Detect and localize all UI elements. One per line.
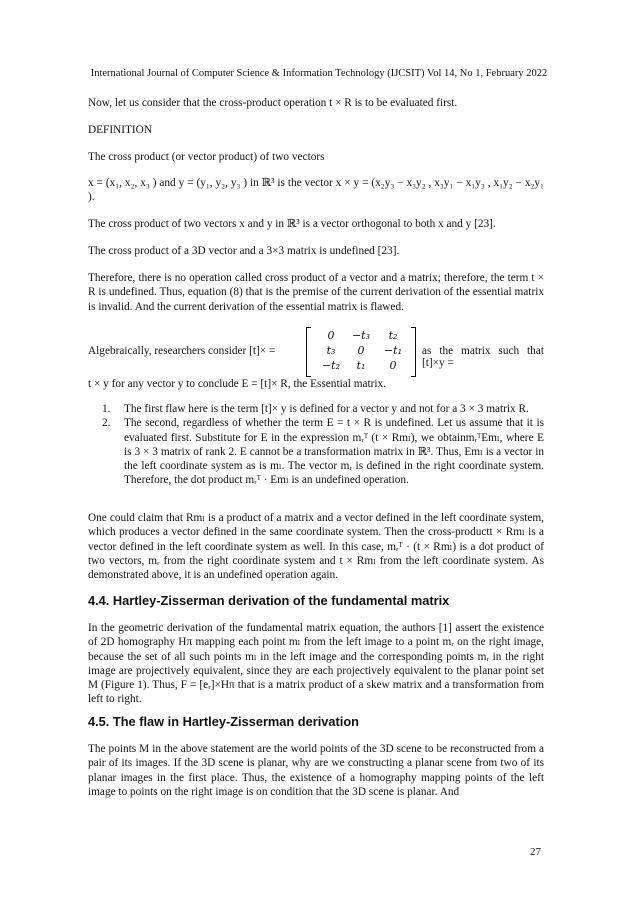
list-text: The first flaw here is the term [t]× y is defined for a vector y and not for a 3 × 3 matrix R. bbox=[124, 403, 529, 415]
therefore-paragraph: Therefore, there is no operation called cross product of a vector and a matrix; therefore, the term t × R is undefined. Thus, equation (8) that is the premise of the current derivation of the essential matrix is invalid. And the current derivation of the essential matrix is flawed. bbox=[88, 272, 544, 313]
definition-label: DEFINITION bbox=[88, 124, 153, 136]
running-head: International Journal of Computer Science & Information Technology (IJCSIT) Vol 14, No 1, February 2022 bbox=[90, 68, 548, 79]
list-item bbox=[88, 416, 544, 487]
algebra-right-text: as the matrix such that [t]×y = bbox=[422, 345, 544, 369]
section-heading-4-4: 4.4. Hartley-Zisserman derivation of the fundamental matrix bbox=[88, 593, 450, 608]
definition-text-4: The cross product of a 3D vector and a 3×3 matrix is undefined [23]. bbox=[88, 245, 400, 257]
matrix-cell: −t₂ bbox=[321, 359, 341, 372]
claim-paragraph: One could claim that Rmₗ is a product of a matrix and a vector defined in the left coordinate system, which produces a vector defined in the same coordinate system. Then the cross-productt × Rmₗ is a vector defined in the left coordinate system as well. In this case, mᵣᵀ · (t × Rmₗ) is a dot product of two vectors, mᵣ from the right coordinate system and t × Rmₗ from the left coordinate system. As demonstrated above, it is an undefined operation again. bbox=[88, 512, 544, 582]
list-number: 1. bbox=[102, 403, 111, 415]
section-4-4-paragraph: In the geometric derivation of the fundamental matrix equation, the authors [1] assert the existence of 2D homography Hπ mapping each point mₗ from the left image to a point mᵣ on the right image, because the set of all such points mₗ in the left image and the corresponding points mᵣ in the right image are projectively equivalent, since they are each projectively equivalent to the planar point set M (Figure 1). Thus, F = [eᵣ]×Hπ that is a matrix product of a skew matrix and a transformation from left to right. bbox=[88, 622, 544, 706]
algebra-row bbox=[88, 327, 544, 377]
algebra-continuation: t × y for any vector y to conclude E = [t]× R, the Essential matrix. bbox=[88, 378, 387, 390]
matrix-cell: 0 bbox=[357, 344, 365, 357]
matrix-cell: 0 bbox=[327, 329, 335, 342]
matrix-right-bracket bbox=[411, 327, 416, 377]
definition-text-1: The cross product (or vector product) of two vectors bbox=[88, 151, 325, 163]
flaw-list bbox=[88, 402, 544, 488]
skew-matrix bbox=[306, 327, 416, 377]
matrix-cell: −t₁ bbox=[383, 344, 403, 357]
intro-paragraph: Now, let us consider that the cross-product operation t × R is to be evaluated first. bbox=[88, 97, 458, 109]
page-number: 27 bbox=[530, 846, 541, 858]
matrix-cell: 0 bbox=[389, 359, 397, 372]
matrix-cell: t₂ bbox=[388, 329, 398, 342]
definition-text-2: x = (x₁, x₂, x₃ ) and y = (y₁, y₂, y₃ ) in ℝ³ is the vector x × y = (x₂y₃ − x₃y₂ , x₃y₁ − x₁y₃ , x₁y₂ − x₂y₁ ). bbox=[88, 177, 544, 204]
matrix-cell: t₁ bbox=[356, 359, 366, 372]
matrix-cell: t₃ bbox=[326, 344, 336, 357]
list-text: The second, regardless of whether the term E = t × R is undefined. Let us assume that it is evaluated first. Substitute for E in the expression mᵣᵀ (t × Rmₗ), we obtainmᵣᵀEmₗ, where E is 3 × 3 matrix of rank 2. E cannot be a transformation matrix in ℝ³. Thus, Emₗ is a vector in the left coordinate system as is mₗ. The vector mᵣ is defined in the right coordinate system. Therefore, the dot product mᵣᵀ · Emₗ is an undefined operation. bbox=[124, 417, 544, 487]
matrix-left-bracket bbox=[306, 327, 311, 377]
algebra-left-text: Algebraically, researchers consider [t]× = bbox=[88, 345, 276, 357]
matrix-cell: −t₃ bbox=[351, 329, 371, 342]
definition-text-3: The cross product of two vectors x and y in ℝ³ is a vector orthogonal to both x and y [23]. bbox=[88, 218, 496, 230]
section-4-5-paragraph: The points M in the above statement are the world points of the 3D scene to be reconstructed from a pair of its images. If the 3D scene is planar, why are we constructing a planar scene from two of its planar images in the first place. Thus, the existence of a homography mapping points of the left image to points on the right image is on condition that the 3D scene is planar. And bbox=[88, 743, 544, 798]
section-heading-4-5: 4.5. The flaw in Hartley-Zisserman derivation bbox=[88, 714, 359, 729]
list-number: 2. bbox=[102, 417, 111, 430]
list-item bbox=[88, 402, 544, 416]
